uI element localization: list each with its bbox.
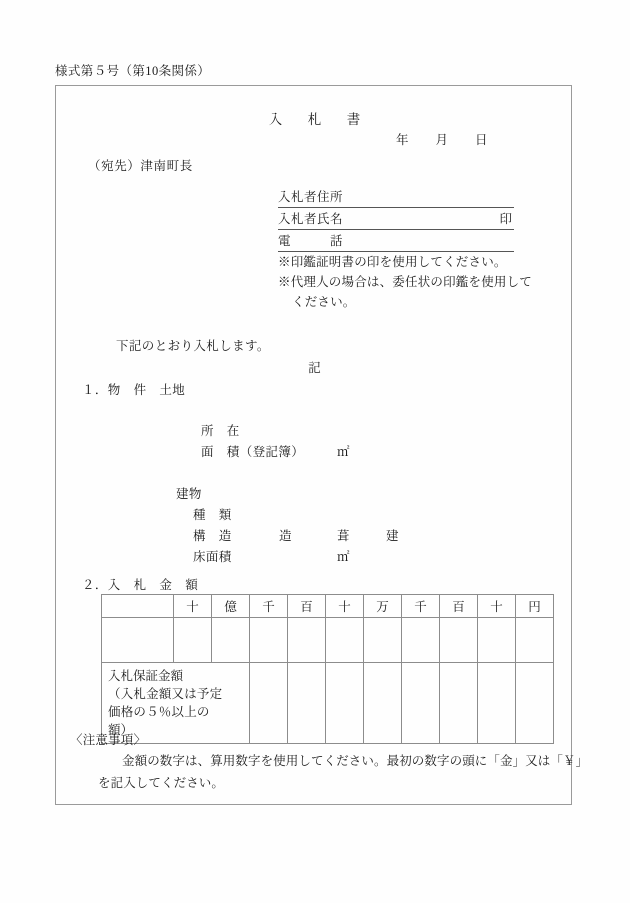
- document-title: 入 札 書: [268, 112, 367, 127]
- table-header-row: [102, 595, 554, 618]
- guarantee-amount-cell[interactable]: [288, 663, 326, 744]
- guarantee-label-line-1: 入札保証金額: [108, 669, 184, 683]
- table-header-sen-man: 千: [250, 595, 288, 618]
- building-structure-label: 構 造: [193, 529, 232, 543]
- guarantee-label-line-2: （入札金額又は予定: [108, 687, 223, 701]
- bid-amount-cell[interactable]: [516, 618, 554, 663]
- bid-amount-cell[interactable]: [326, 618, 364, 663]
- table-header-ju: 十: [478, 595, 516, 618]
- guarantee-label-line-4: 額）: [108, 723, 134, 737]
- guarantee-amount-cell[interactable]: [478, 663, 516, 744]
- bidder-name-label: 入札者氏名: [278, 212, 344, 226]
- guarantee-amount-cell[interactable]: [516, 663, 554, 744]
- table-header-hyaku: 百: [440, 595, 478, 618]
- ki-mark: 記: [308, 361, 321, 375]
- bid-amount-cell[interactable]: [402, 618, 440, 663]
- bidder-info-block: [278, 186, 514, 252]
- building-structure-mark-date: 建: [386, 529, 399, 543]
- building-floor-area-label: 床面積: [193, 550, 232, 564]
- bid-amount-cell[interactable]: [440, 618, 478, 663]
- bid-guarantee-row: [102, 663, 554, 744]
- section-2-heading: ２．入 札 金 額: [82, 578, 199, 592]
- building-structure-mark-zou: 造: [279, 529, 292, 543]
- notice-seal-certificate: ※印鑑証明書の印を使用してください。: [278, 255, 507, 269]
- building-heading: 建物: [176, 487, 202, 501]
- guarantee-amount-cell[interactable]: [326, 663, 364, 744]
- table-header-ju-oku: 十: [174, 595, 212, 618]
- table-header-man: 万: [364, 595, 402, 618]
- section-1-heading: １．物 件 土地: [82, 383, 186, 397]
- bid-amount-entry-row: [102, 618, 554, 663]
- guarantee-amount-cell[interactable]: [402, 663, 440, 744]
- addressee: （宛先）津南町長: [88, 159, 193, 173]
- bidder-phone-label: 電 話: [278, 234, 344, 248]
- date-day: 日: [475, 133, 489, 147]
- guarantee-label-line-3: 価格の５％以上の: [108, 705, 210, 719]
- bid-amount-cell[interactable]: [102, 618, 174, 663]
- guarantee-amount-cell[interactable]: [440, 663, 478, 744]
- date-year: 年: [396, 133, 410, 147]
- notes-line-1: 金額の数字は、算用数字を使用してください。最初の数字の頭に「金」又は「￥」: [122, 754, 589, 768]
- notes-heading: 〈注意事項〉: [70, 733, 147, 747]
- land-area-label: 面 積（登記簿）: [201, 445, 305, 459]
- building-kind-label: 種 類: [193, 508, 232, 522]
- bid-amount-cell[interactable]: [478, 618, 516, 663]
- land-location-label: 所 在: [201, 424, 240, 438]
- guarantee-amount-cell[interactable]: [250, 663, 288, 744]
- building-structure-mark-fuki: 葺: [337, 529, 350, 543]
- table-header-ju-man: 十: [326, 595, 364, 618]
- bid-amount-cell[interactable]: [364, 618, 402, 663]
- table-header-blank: [102, 595, 174, 618]
- bidder-phone-field[interactable]: [278, 230, 514, 252]
- date-month: 月: [435, 133, 450, 147]
- form-number: 様式第５号（第10条関係）: [55, 64, 211, 78]
- bid-amount-cell[interactable]: [250, 618, 288, 663]
- bidder-address-field[interactable]: [278, 186, 514, 208]
- bidder-name-field[interactable]: [278, 208, 514, 230]
- seal-icon: 印: [499, 212, 512, 226]
- notes-body: [98, 750, 589, 794]
- land-area-unit: ㎡: [337, 445, 350, 459]
- bid-amount-cell[interactable]: [288, 618, 326, 663]
- building-floor-area-unit: ㎡: [337, 550, 350, 564]
- notice-agent-line1: ※代理人の場合は、委任状の印鑑を使用して: [278, 275, 533, 289]
- bid-amount-cell[interactable]: [174, 618, 212, 663]
- notes-line-2: を記入してください。: [98, 776, 225, 790]
- bid-amount-cell[interactable]: [212, 618, 250, 663]
- bid-amount-table: [101, 594, 554, 744]
- table-header-oku: 億: [212, 595, 250, 618]
- document-frame: [55, 85, 589, 805]
- notice-agent-line2: ください。: [292, 295, 356, 309]
- bid-statement: 下記のとおり入札します。: [116, 339, 270, 353]
- table-header-en: 円: [516, 595, 554, 618]
- guarantee-amount-cell[interactable]: [364, 663, 402, 744]
- date-line: [396, 130, 489, 148]
- table-header-sen: 千: [402, 595, 440, 618]
- table-header-hyaku-man: 百: [288, 595, 326, 618]
- bidder-address-label: 入札者住所: [278, 190, 344, 204]
